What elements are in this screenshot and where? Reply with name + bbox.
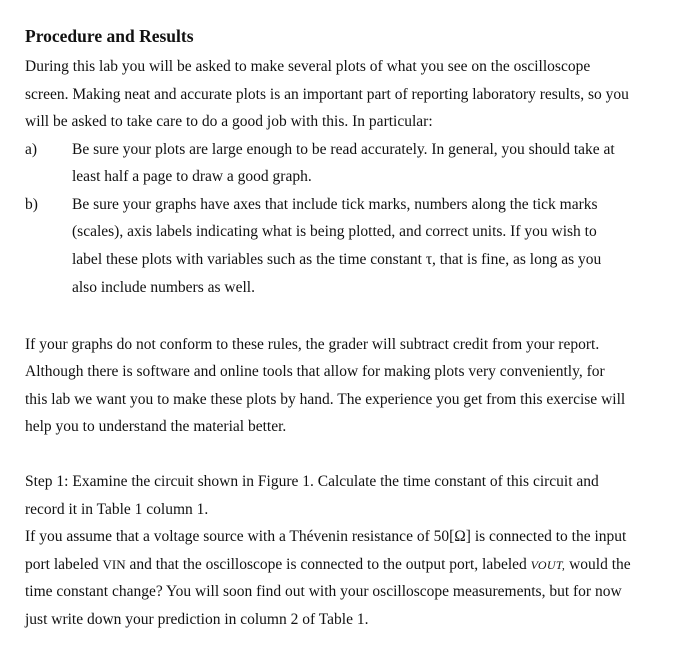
intro-line-2: screen. Making neat and accurate plots is an important part of reporting laboratory results, so you	[25, 86, 629, 103]
item-b-line-3: label these plots with variables such as the time constant τ, that is fine, as long as you	[72, 251, 602, 268]
step1-line-4-post: would the	[565, 556, 631, 573]
para2-line-1: If your graphs do not conform to these rules, the grader will subtract credit from your report.	[25, 336, 600, 353]
item-b-marker: b)	[25, 196, 38, 213]
step1-line-4-mid: and that the oscilloscope is connected to the output port, labeled	[125, 556, 531, 573]
intro-line-3: will be asked to take care to do a good job with this. In particular:	[25, 113, 433, 130]
step1-line-4-pre: port labeled	[25, 556, 103, 573]
step1-line-1: Step 1: Examine the circuit shown in Figure 1. Calculate the time constant of this circuit and	[25, 473, 599, 490]
step1-line-6: just write down your prediction in column 2 of Table 1.	[25, 611, 369, 628]
item-a-line-1: Be sure your plots are large enough to be read accurately. In general, you should take at	[72, 141, 615, 158]
item-a-marker: a)	[25, 141, 38, 158]
item-a-line-2: least half a page to draw a good graph.	[72, 168, 312, 185]
item-b-line-4: also include numbers as well.	[72, 279, 255, 296]
step1-line-5: time constant change? You will soon find out with your oscilloscope measurements, but for now	[25, 583, 622, 600]
para2-line-4: help you to understand the material better.	[25, 418, 287, 435]
step1-line-4	[25, 555, 631, 575]
section-heading: Procedure and Results	[25, 26, 194, 46]
vout-label: VOUT,	[530, 558, 566, 572]
item-b-line-1: Be sure your graphs have axes that include tick marks, numbers along the tick marks	[72, 196, 598, 213]
item-b-line-2: (scales), axis labels indicating what is being plotted, and correct units. If you wish to	[72, 223, 597, 240]
intro-line-1: During this lab you will be asked to make several plots of what you see on the oscilloscope	[25, 58, 591, 75]
step1-line-2: record it in Table 1 column 1.	[25, 501, 209, 518]
step1-line-3: If you assume that a voltage source with a Thévenin resistance of 50[Ω] is connected to the input	[25, 528, 627, 545]
vin-label: VIN	[102, 557, 126, 572]
para2-line-2: Although there is software and online tools that allow for making plots very conveniently, for	[25, 363, 605, 380]
para2-line-3: this lab we want you to make these plots by hand. The experience you get from this exercise will	[25, 391, 626, 408]
